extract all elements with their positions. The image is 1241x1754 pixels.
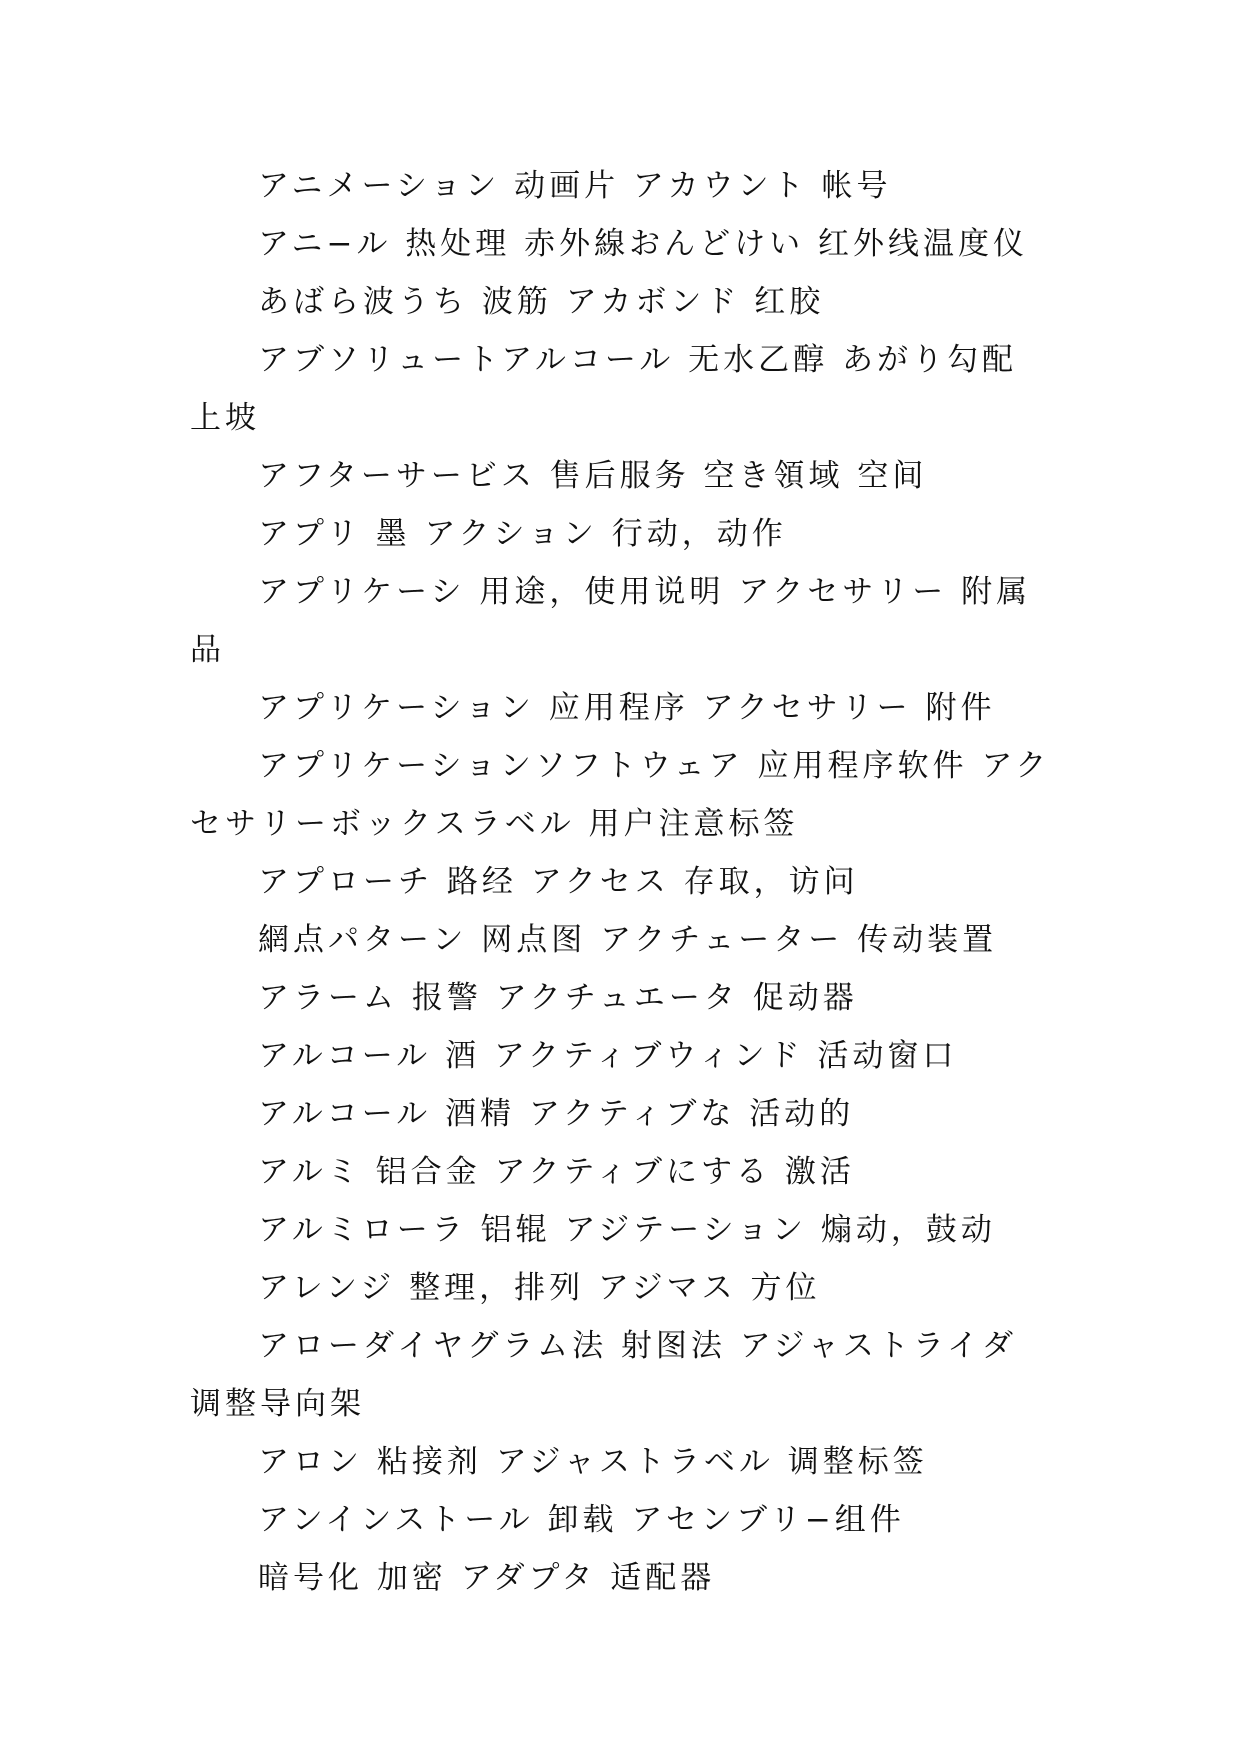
glossary-entry: アフターサービス 售后服务 空き領域 空间 — [258, 458, 928, 494]
glossary-entry: アラーム 报警 アクチュエータ 促动器 — [258, 980, 858, 1016]
glossary-body — [190, 157, 1055, 1607]
glossary-entry: アレンジ 整理，排列 アジマス 方位 — [258, 1270, 821, 1306]
glossary-entry: アルコール 酒精 アクティブな 活动的 — [258, 1096, 855, 1132]
glossary-entry: アプリケーションソフトウェア 应用程序软件 アクセサリーボックスラベル 用户注意标签 — [190, 748, 1051, 842]
glossary-entry: 網点パターン 网点图 アクチェーター 传动装置 — [258, 922, 998, 958]
glossary-entry: アプリケーシ 用途，使用说明 アクセサリー 附属品 — [190, 574, 1032, 668]
glossary-entry: アルミ 铝合金 アクティブにする 激活 — [258, 1154, 855, 1190]
glossary-entry: アンインストール 卸载 アセンブリ−组件 — [258, 1502, 905, 1538]
glossary-entry: アプローチ 路经 アクセス 存取，访问 — [258, 864, 859, 900]
glossary-entry: アニ−ル 热处理 赤外線おんどけい 红外线温度仪 — [258, 226, 1028, 262]
glossary-entry: アプリ 墨 アクション 行动，动作 — [258, 516, 787, 552]
glossary-entry: アプリケーション 应用程序 アクセサリー 附件 — [258, 690, 996, 726]
glossary-entry: アブソリュートアルコール 无水乙醇 あがり勾配 上坡 — [190, 342, 1017, 436]
glossary-entry: アニメーション 动画片 アカウント 帐号 — [258, 168, 892, 204]
glossary-entry: アローダイヤグラム法 射图法 アジャストライダ 调整导向架 — [190, 1328, 1017, 1422]
glossary-entry: あばら波うち 波筋 アカボンド 红胶 — [258, 284, 825, 320]
glossary-entry: アロン 粘接剂 アジャストラベル 调整标签 — [258, 1444, 928, 1480]
glossary-entry: アルミローラ 铝辊 アジテーション 煽动，鼓动 — [258, 1212, 996, 1248]
glossary-entry: 暗号化 加密 アダプタ 适配器 — [258, 1560, 716, 1596]
glossary-entry: アルコール 酒 アクティブウィンド 活动窗口 — [258, 1038, 958, 1074]
